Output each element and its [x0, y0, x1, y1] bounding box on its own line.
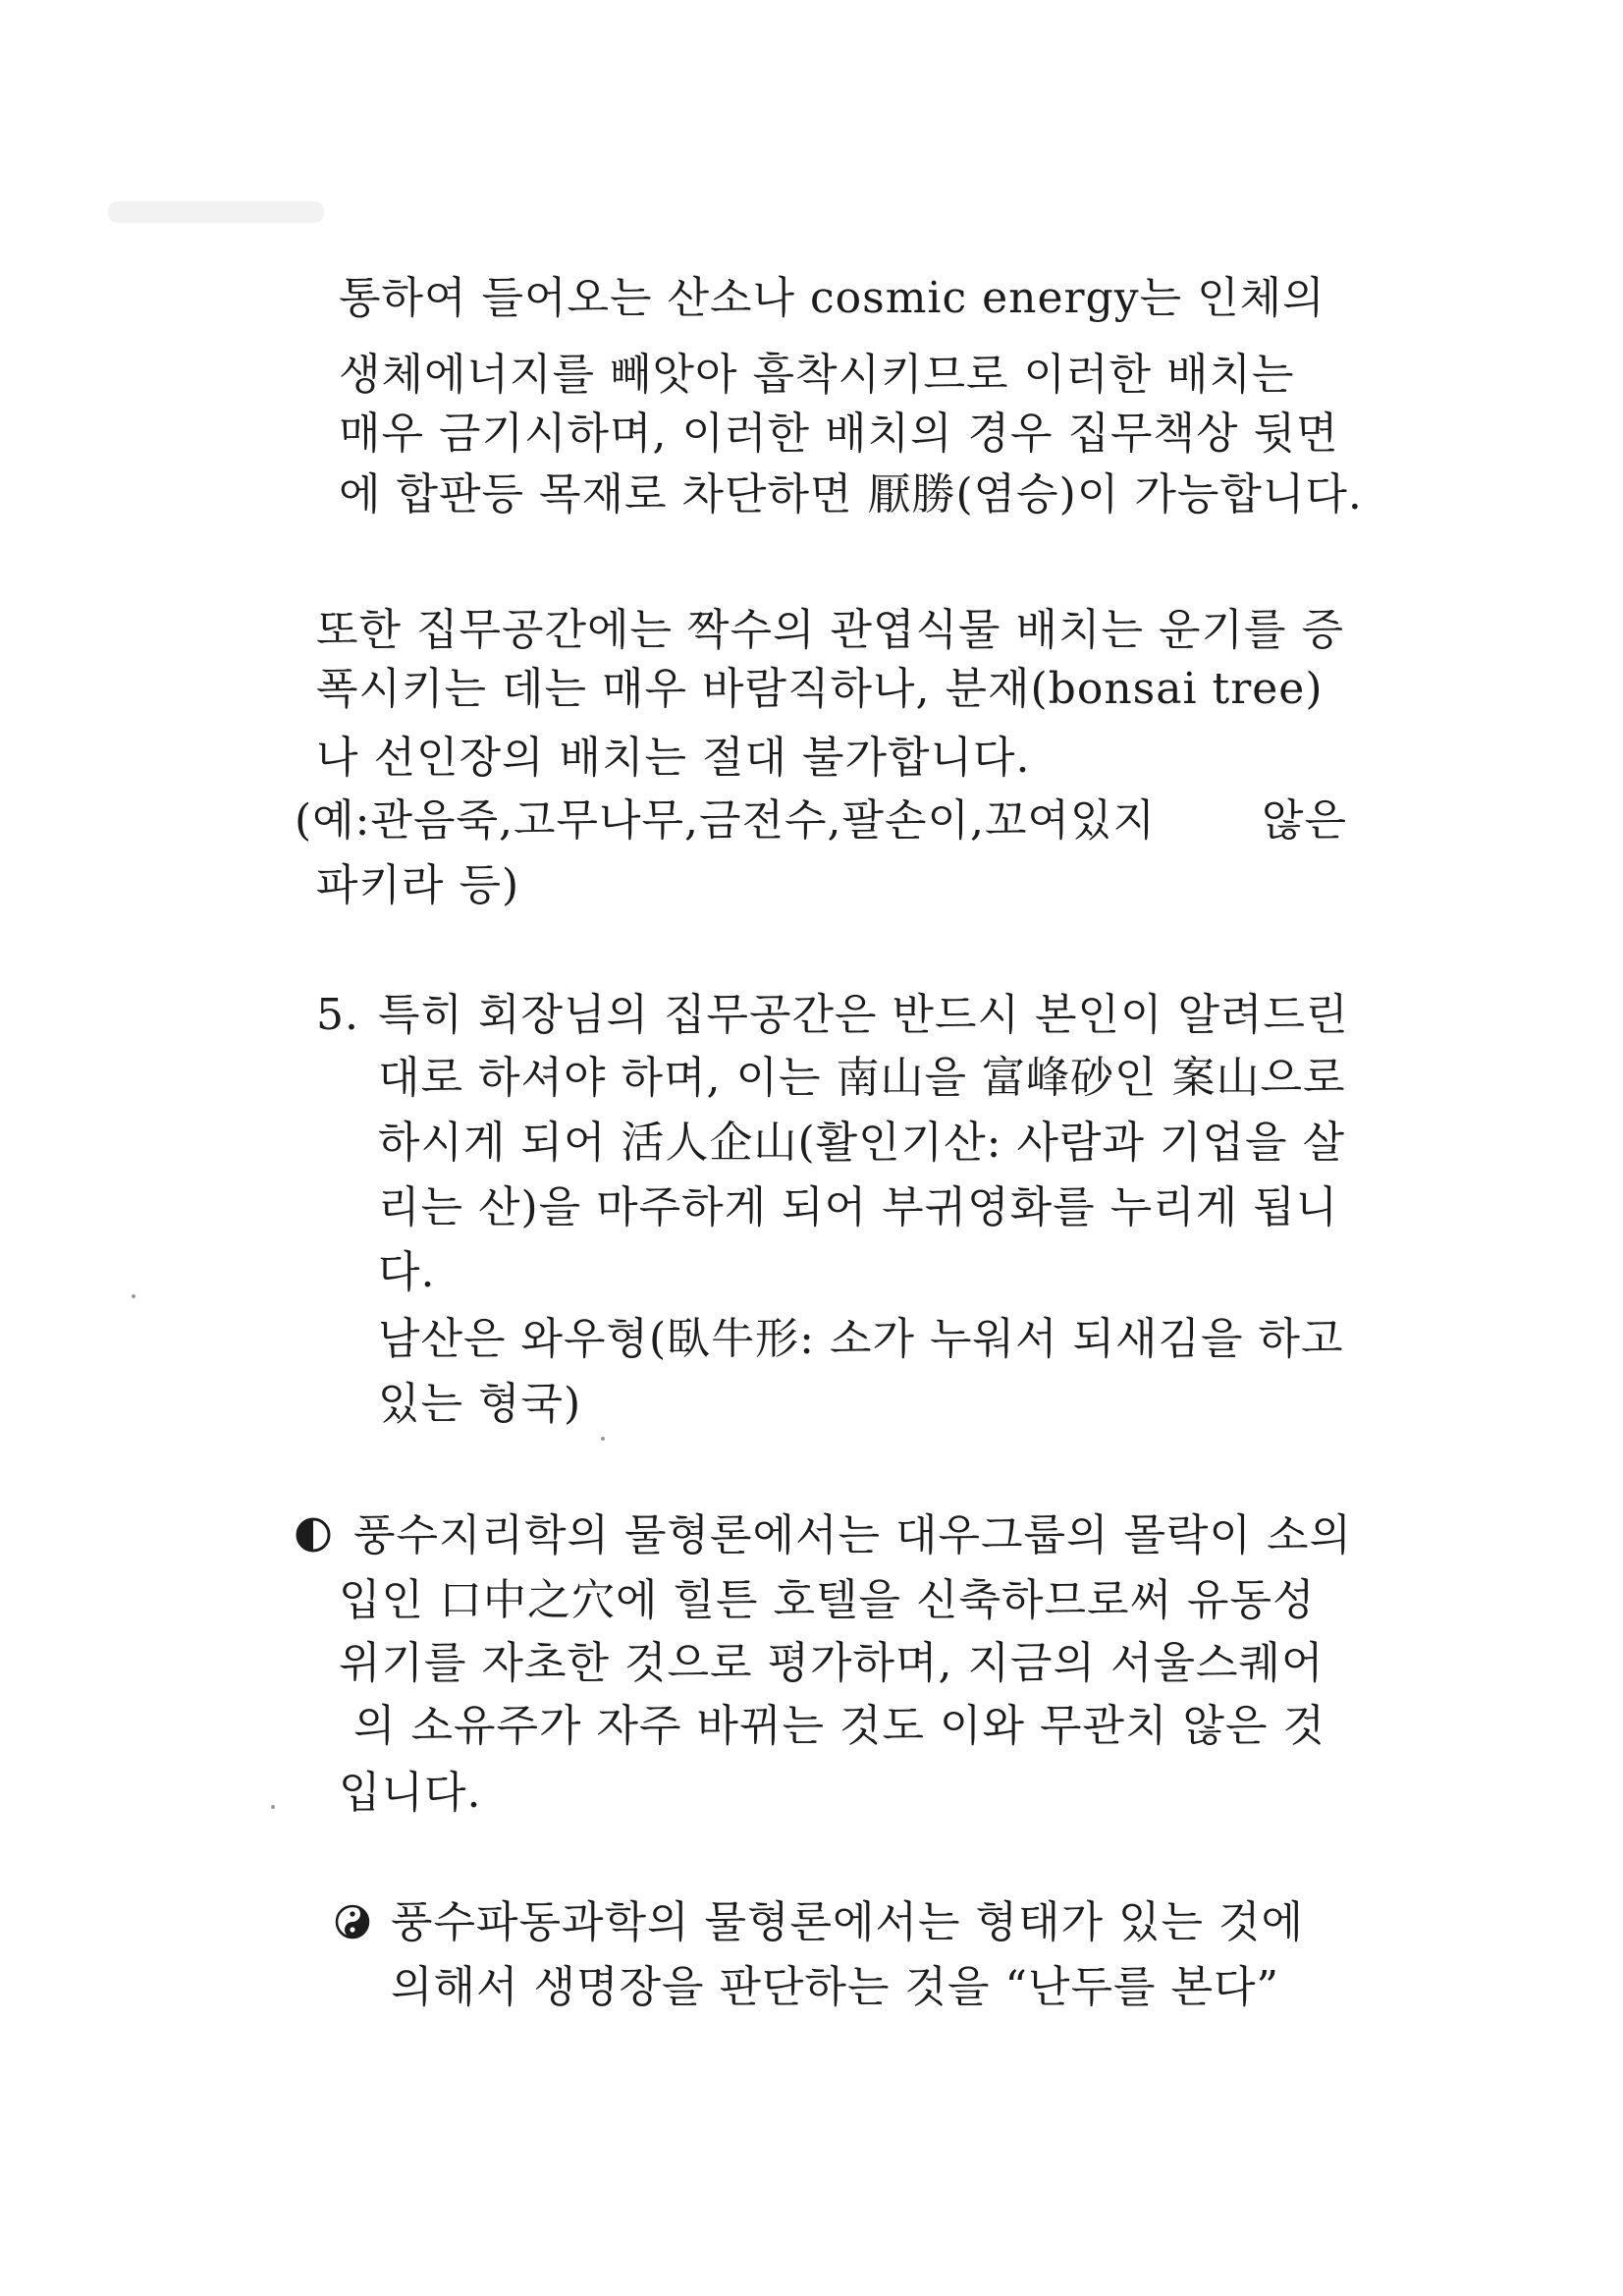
paragraph2-line4-right: 않은 — [1261, 795, 1347, 846]
scan-smudge — [108, 201, 324, 223]
scan-speck — [601, 1437, 605, 1441]
item5-line4: 리는 산)을 마주하게 되어 부귀영화를 누리게 됩니 — [378, 1182, 1339, 1232]
paragraph1-line3: 매우 금기시하며, 이러한 배치의 경우 집무책상 뒷면 — [339, 409, 1339, 459]
bullet1-line5: 입니다. — [339, 1768, 482, 1818]
bullet1-line1: 풍수지리학의 물형론에서는 대우그룹의 몰락이 소의 — [353, 1510, 1353, 1560]
bullet1-line4: 의 소유주가 자주 바뀌는 것도 이와 무관치 않은 것 — [353, 1701, 1325, 1751]
paragraph1-line1: 통하여 들어오는 산소나 cosmic energy는 인체의 — [339, 273, 1325, 323]
scan-speck — [271, 1805, 275, 1809]
bullet1-line2: 입인 口中之穴에 힐튼 호텔을 신축하므로써 유동성 — [339, 1575, 1316, 1625]
item5-line7: 있는 형국) — [378, 1379, 582, 1429]
paragraph2-line1: 또한 집무공간에는 짝수의 관엽식물 배치는 운기를 증 — [316, 605, 1345, 655]
paragraph2-line2: 폭시키는 데는 매우 바람직하나, 분재(bonsai tree) — [316, 664, 1324, 714]
item5-number: 5. — [316, 990, 359, 1040]
scan-speck — [132, 1294, 135, 1298]
item5-line2: 대로 하셔야 하며, 이는 南山을 富峰砂인 案山으로 — [378, 1053, 1346, 1103]
paragraph1-line2: 생체에너지를 빼앗아 흡착시키므로 이러한 배치는 — [339, 350, 1295, 400]
item5-line5: 다. — [378, 1247, 436, 1297]
bullet2-line1: 풍수파동과학의 물형론에서는 형태가 있는 것에 — [391, 1897, 1305, 1947]
paragraph2-line4-left: (예:관음죽,고무나무,금전수,팔손이,꼬여있지 — [295, 795, 1157, 846]
bullet1-line3: 위기를 자초한 것으로 평가하며, 지금의 서울스퀘어 — [339, 1638, 1325, 1688]
paragraph2-line5: 파키라 등) — [316, 860, 520, 910]
item5-line1: 특히 회장님의 집무공간은 반드시 본인이 알려드린 — [378, 990, 1349, 1040]
yin-yang-icon — [334, 1903, 371, 1941]
bullet2-line2: 의해서 생명장을 판단하는 것을 “난두를 본다” — [391, 1962, 1279, 2012]
half-circle-icon — [295, 1516, 332, 1554]
item5-line6: 남산은 와우형(臥牛形: 소가 누워서 되새김을 하고 — [378, 1314, 1344, 1364]
paragraph1-line4: 에 합판등 목재로 차단하면 厭勝(염승)이 가능합니다. — [339, 469, 1363, 519]
item5-line3: 하시게 되어 活人企山(활인기산: 사람과 기업을 살 — [378, 1118, 1345, 1168]
paragraph2-line3: 나 선인장의 배치는 절대 불가합니다. — [316, 733, 1031, 783]
paragraph2-line4 — [295, 795, 1347, 847]
